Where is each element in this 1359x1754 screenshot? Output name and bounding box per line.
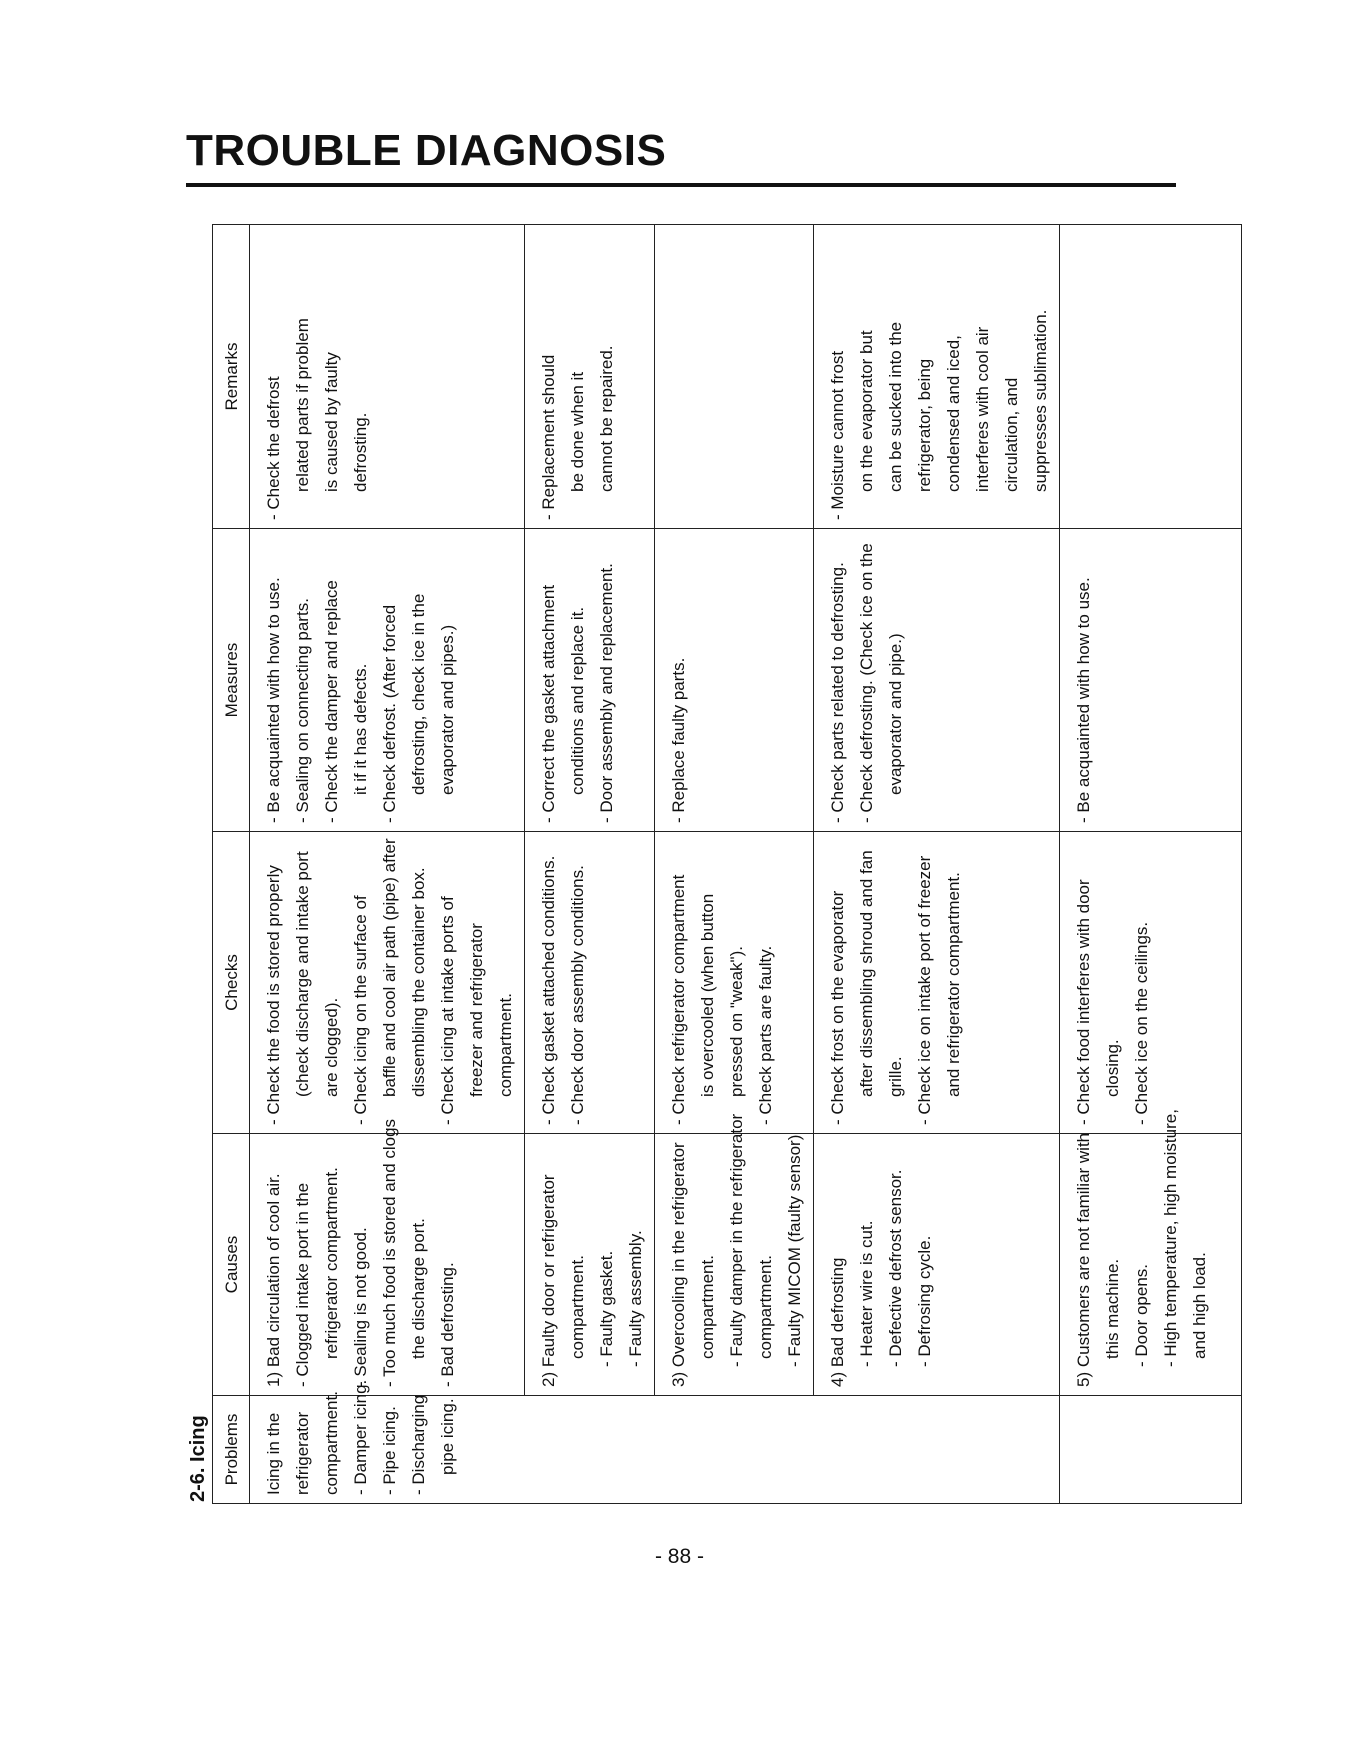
problem-line: - Discharging [409,1394,428,1495]
remarks-cell [250,225,525,529]
cell-line: - Faulty MICOM (faulty sensor) [785,1134,804,1367]
cell-line: freezer and refrigerator [467,923,486,1097]
cell-line: is overcooled (when button [698,893,717,1097]
cell-line: - Replacement should [539,354,558,520]
cell-line: interferes with cool air [973,326,992,492]
header-checks: Checks [213,832,250,1134]
diagnosis-table [212,224,1242,1504]
cell-line: - Check ice on the ceilings. [1132,921,1151,1125]
cell-line: - Check icing on the surface of [351,895,370,1125]
remarks-cell [655,225,814,529]
cell-line: - Door assembly and replacement. [597,563,616,823]
cell-line: (check discharge and intake port [293,851,312,1097]
causes-cell [814,1134,1060,1396]
cell-line: - Check gasket attached conditions. [539,855,558,1125]
cell-line: closing. [1103,1039,1122,1097]
checks-cell [814,832,1060,1134]
cell-line: - Check door assembly conditions. [568,865,587,1125]
cell-line: the discharge port. [409,1218,428,1359]
cell-line: 5) Customers are not familiar with [1074,1132,1093,1387]
checks-cell [525,832,655,1134]
problem-line: pipe icing. [438,1398,457,1475]
cell-line: - Too much food is stored and clogs [380,1118,399,1387]
cell-line: - Be acquainted with how to use. [264,577,283,823]
cell-line: defrosting. [351,412,370,492]
table-row [814,225,1060,1504]
cell-line: - Check the food is stored properly [264,865,283,1125]
cell-line: - Check food interferes with door [1074,879,1093,1125]
cell-line: are clogged). [322,997,341,1097]
header-problems: Problems [213,1396,250,1504]
cell-line: this machine. [1103,1258,1122,1359]
title-rule [186,183,1176,187]
cell-line: and refrigerator compartment. [944,872,963,1097]
cell-line: refrigerator compartment. [322,1167,341,1359]
cell-line: after dissembling shroud and fan [857,850,876,1097]
problem-line: - Pipe icing. [380,1406,399,1495]
cell-line: - Sealing on connecting parts. [293,598,312,823]
measures-cell [655,529,814,832]
page-number: - 88 - [654,1545,704,1568]
cell-line: - High temperature, high moisture, [1161,1109,1180,1367]
problem-cell [250,1379,1060,1504]
problem-line: - Damper icing. [351,1379,370,1495]
remarks-cell [1060,225,1242,529]
measures-cell [525,529,655,832]
cell-line: compartment. [698,1255,717,1359]
remarks-cell [814,225,1060,529]
cell-line: 4) Bad defrosting [828,1257,847,1387]
cell-line: dissembling the container box. [409,867,428,1097]
cell-line: - Clogged intake port in the [293,1182,312,1387]
cell-line: - Replace faulty parts. [669,657,688,823]
cell-line: conditions and replace it. [568,606,587,795]
cell-line: - Check parts related to defrosting. [828,562,847,823]
cell-line: baffle and cool air path (pipe) after [380,838,399,1097]
causes-cell [525,1134,655,1396]
header-measures: Measures [213,529,250,832]
measures-cell [1060,529,1242,832]
table-row [655,225,814,1504]
cell-line: - Check the damper and replace [322,580,341,823]
cell-line: - Correct the gasket attachment [539,584,558,823]
cell-line: related parts if problem [293,318,312,492]
cell-line: - Moisture cannot frost [828,350,847,520]
cell-line: - Be acquainted with how to use. [1074,577,1093,823]
causes-cell [655,1113,814,1396]
cell-line: - Faulty assembly. [626,1230,645,1367]
cell-line: compartment. [568,1255,587,1359]
cell-line: evaporator and pipe.) [886,633,905,795]
cell-line: - Heater wire is cut. [857,1220,876,1367]
cell-line: - Bad defrosting. [438,1262,457,1387]
icing-section [185,225,1209,1504]
cell-line: - Door opens. [1132,1264,1151,1367]
cell-line: 1) Bad circulation of cool air. [264,1173,283,1387]
measures-cell [814,529,1060,832]
cell-line: grille. [886,1056,905,1097]
checks-cell [655,832,814,1134]
cell-line: - Faulty damper in the refrigerator [727,1113,746,1367]
checks-cell [250,832,525,1134]
cell-line: can be sucked into the [886,321,905,492]
cell-line: defrosting, check ice in the [409,593,428,795]
table-row [250,225,525,1504]
cell-line: evaporator and pipes.) [438,624,457,795]
cell-line: condensed and iced, [944,335,963,492]
cell-line: on the evaporator but [857,330,876,492]
remarks-cell [525,225,655,529]
causes-cell [1060,1109,1242,1396]
cell-line: be done when it [568,371,587,492]
cell-line: - Check icing at intake ports of [438,896,457,1125]
cell-line: circulation, and [1002,377,1021,492]
causes-cell [250,1118,525,1396]
problem-line: refrigerator [293,1411,312,1495]
table-row [525,225,655,1504]
section-label: 2-6. Icing [187,1415,209,1502]
cell-line: - Check defrost. (After forced [380,604,399,823]
cell-line: suppresses sublimation. [1031,309,1050,492]
header-remarks: Remarks [213,225,250,529]
cell-line: compartment. [756,1255,775,1359]
cell-line: pressed on "weak"). [727,946,746,1097]
cell-line: - Check frost on the evaporator [828,890,847,1125]
problem-line: compartment. [322,1391,341,1495]
cell-line: it if it has defects. [351,663,370,795]
cell-line: - Check refrigerator compartment [669,874,688,1125]
cell-line: - Defective defrost sensor. [886,1169,905,1367]
cell-line: and high load. [1190,1252,1209,1359]
problem-line: Icing in the [264,1412,283,1495]
problem-cell-empty [1060,1396,1242,1504]
page-title: TROUBLE DIAGNOSIS [186,126,667,175]
cell-line: is caused by faulty [322,352,341,492]
cell-line: cannot be repaired. [597,345,616,492]
cell-line: 3) Overcooling in the refrigerator [669,1142,688,1387]
checks-cell [1060,832,1242,1134]
cell-line: - Check defrosting. (Check ice on the [857,543,876,823]
header-causes: Causes [213,1134,250,1396]
cell-line: refrigerator, being [915,358,934,492]
cell-line: - Check ice on intake port of freezer [915,855,934,1125]
cell-line: - Check the defrost [264,376,283,520]
cell-line: - Check parts are faulty. [756,945,775,1125]
cell-line: - Sealing is not good. [351,1227,370,1387]
table-header-row [213,225,250,1504]
cell-line: 2) Faulty door or refrigerator [539,1174,558,1387]
table-row [1060,225,1242,1504]
cell-line: compartment. [496,993,515,1097]
cell-line: - Defrosing cycle. [915,1235,934,1367]
cell-line: - Faulty gasket. [597,1250,616,1367]
measures-cell [250,529,525,832]
